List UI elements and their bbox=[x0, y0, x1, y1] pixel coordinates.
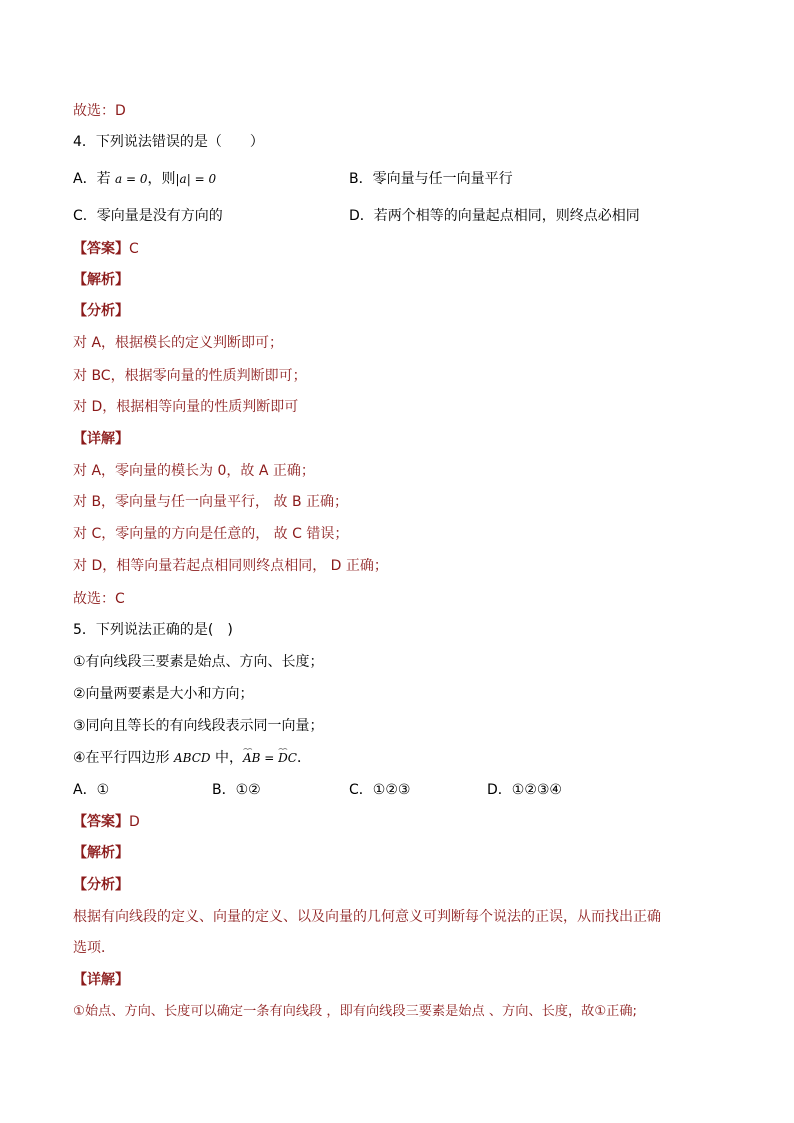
q4-detail-line: 对 A，零向量的模长为 0，故 A 正确； bbox=[73, 463, 315, 479]
q5-item: ②向量两要素是大小和方向； bbox=[73, 686, 254, 702]
q4-fenxi-line: 对 A，根据模长的定义判断即可； bbox=[73, 335, 284, 351]
q5-item-4 bbox=[73, 744, 311, 768]
q5-stem: 5．下列说法正确的是( ) bbox=[73, 622, 233, 638]
q4-option-b: B．零向量与任一向量平行 bbox=[349, 171, 513, 187]
q4-option-a-mid: ，则 bbox=[147, 171, 176, 187]
q4-option-a bbox=[73, 169, 216, 189]
q5-item: ③同向且等长的有向线段表示同一向量； bbox=[73, 718, 324, 734]
q4-fenxi-line: 对 D，根据相等向量的性质判断即可 bbox=[73, 399, 299, 415]
prev-answer: 故选：D bbox=[73, 103, 126, 119]
q4-analysis-tag: 【解析】 bbox=[73, 272, 129, 288]
q4-stem: 4．下列说法错误的是（ ） bbox=[73, 134, 264, 150]
q4-option-d: D．若两个相等的向量起点相同，则终点必相同 bbox=[349, 208, 640, 224]
q5-option-d: D．①②③④ bbox=[487, 782, 562, 798]
q5-fenxi-line: 选项． bbox=[73, 940, 115, 956]
vector-arrow-icon: ⌢⌢ bbox=[278, 744, 287, 753]
q5-option-b: B．①② bbox=[212, 782, 261, 798]
q4-conclusion: 故选：C bbox=[73, 591, 125, 607]
vector-ab-label: AB bbox=[242, 751, 261, 765]
q5-analysis-tag: 【解析】 bbox=[73, 845, 129, 861]
vector-dc-label: DC bbox=[278, 751, 297, 765]
q5-option-c: C．①②③ bbox=[349, 782, 411, 798]
q4-option-a-prefix: A．若 bbox=[73, 171, 116, 187]
q4-detail-line: 对 B，零向量与任一向量平行， 故 B 正确； bbox=[73, 494, 349, 510]
q5-item4-end: ． bbox=[296, 750, 311, 766]
q5-item: ①有向线段三要素是始点、方向、长度； bbox=[73, 654, 324, 670]
q5-option-a: A．① bbox=[73, 782, 110, 798]
q4-option-c: C．零向量是没有方向的 bbox=[73, 208, 223, 224]
q4-option-a-condition: a = 0 bbox=[115, 172, 148, 186]
vector-dc bbox=[278, 744, 297, 768]
q4-detail-tag: 【详解】 bbox=[73, 431, 129, 447]
q4-detail-line: 对 C，零向量的方向是任意的， 故 C 错误； bbox=[73, 526, 349, 542]
vector-arrow-icon: ⌢⌢ bbox=[242, 744, 252, 753]
q5-item4-eq: = bbox=[260, 751, 279, 765]
q4-fenxi-line: 对 BC，根据零向量的性质判断即可； bbox=[73, 368, 307, 384]
q4-answer bbox=[73, 239, 139, 259]
q5-item4-prefix: ④在平行四边形 bbox=[73, 750, 175, 766]
q5-item4-mid: 中， bbox=[210, 750, 243, 766]
q4-detail-line: 对 D，相等向量若起点相同则终点相同， D 正确； bbox=[73, 558, 388, 574]
answer-tag: 【答案】 bbox=[73, 241, 129, 257]
q5-item4-abcd: ABCD bbox=[174, 751, 211, 765]
q5-fenxi-line: 根据有向线段的定义、向量的定义、以及向量的几何意义可判断每个说法的正误，从而找出正确 bbox=[73, 909, 661, 925]
q5-detail-tag: 【详解】 bbox=[73, 972, 129, 988]
q4-fenxi-tag: 【分析】 bbox=[73, 303, 129, 319]
vector-ab bbox=[242, 744, 261, 768]
q4-option-a-result: |a| = 0 bbox=[175, 172, 217, 186]
answer-value: D bbox=[129, 814, 140, 830]
answer-tag: 【答案】 bbox=[73, 814, 129, 830]
answer-value: C bbox=[129, 241, 139, 257]
q5-detail-line: ①始点、方向、长度可以确定一条有向线段 ，即有向线段三要素是始点 、方向、长度，故①正确; bbox=[73, 1004, 637, 1019]
q5-answer bbox=[73, 812, 140, 832]
q5-fenxi-tag: 【分析】 bbox=[73, 877, 129, 893]
